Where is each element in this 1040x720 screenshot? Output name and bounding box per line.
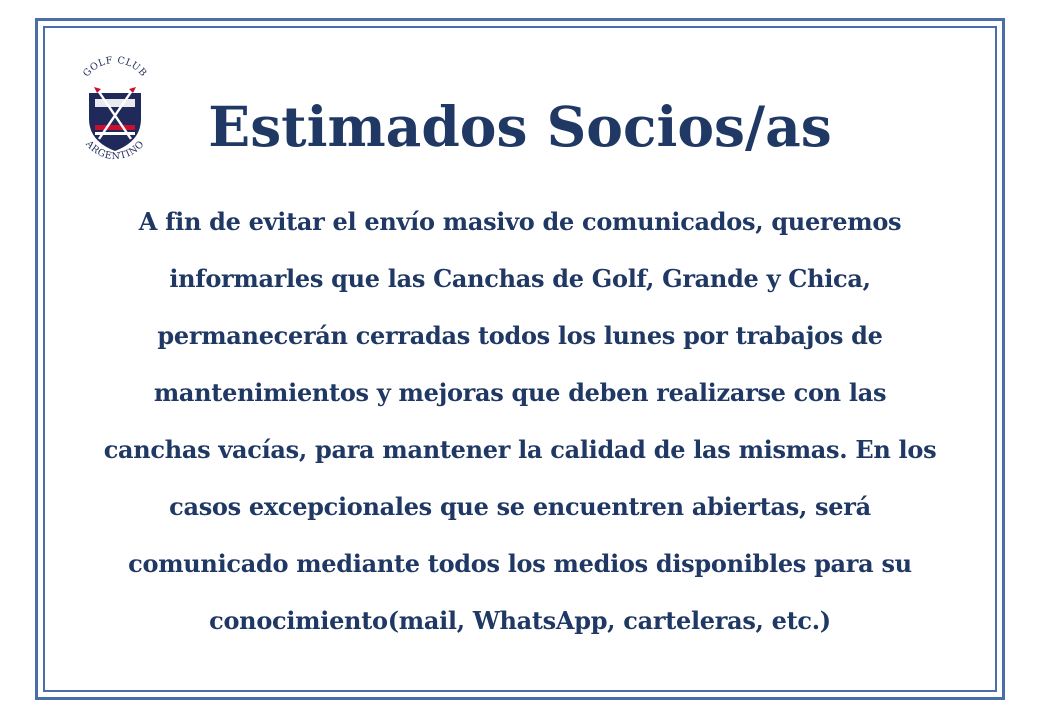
notice-body-line: mantenimientos y mejoras que deben realizarse con las: [153, 378, 887, 407]
notice-body-line: canchas vacías, para mantener la calidad de las mismas. En los: [103, 435, 937, 464]
notice-inner-border: [43, 26, 997, 692]
logo-text-top: GOLF CLUB: [81, 54, 149, 80]
notice-body-line: conocimiento(mail, WhatsApp, carteleras, etc.): [209, 606, 831, 635]
notice-body-line: casos excepcionales que se encuentren abiertas, será: [169, 492, 871, 521]
svg-text:GOLF CLUB: [81, 55, 149, 79]
notice-body-line: A fin de evitar el envío masivo de comunicados, queremos: [138, 207, 902, 236]
notice-body: [65, 193, 975, 649]
notice-body-line: informarles que las Canchas de Golf, Grande y Chica,: [169, 264, 871, 293]
logo-text-bottom: ARGENTINO: [83, 138, 147, 163]
notice-title: Estimados Socios/as: [208, 94, 832, 159]
notice-body-line: permanecerán cerradas todos los lunes por trabajos de: [157, 321, 883, 350]
notice-outer-border: [35, 18, 1005, 700]
notice-body-line: comunicado mediante todos los medios disponibles para su: [128, 549, 912, 578]
